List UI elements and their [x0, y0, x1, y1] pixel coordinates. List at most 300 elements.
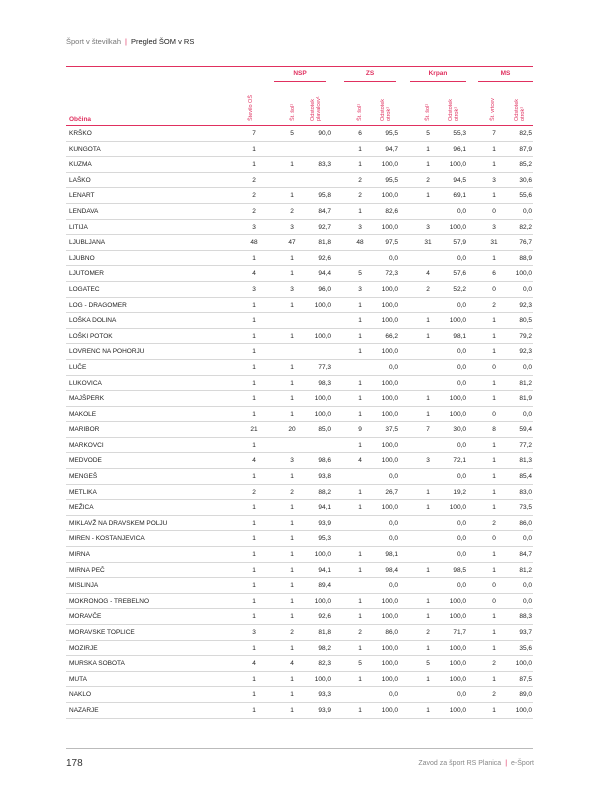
- cell-zs-odstotek: 98,4: [385, 566, 398, 574]
- table-row: [66, 547, 533, 563]
- cell-zs-odstotek: 0,0: [388, 535, 398, 543]
- cell-zs-odstotek: 0,0: [388, 582, 398, 590]
- table-row: [66, 609, 533, 625]
- group-underline-krpan: [410, 81, 466, 82]
- cell-zs-odstotek: 37,5: [385, 426, 398, 434]
- cell-krpan-st-sol: 1: [426, 192, 430, 200]
- cell-zs-st-sol: 1: [358, 348, 362, 356]
- cell-zs-st-sol: 1: [358, 551, 362, 559]
- cell-nsp-odstotek: 100,0: [314, 675, 331, 683]
- cell-krpan-odstotek: 100,0: [449, 644, 466, 652]
- cell-ms-odstotek: 0,0: [522, 597, 532, 605]
- cell-ms-st-vrtcev: 1: [492, 706, 496, 714]
- cell-krpan-odstotek: 0,0: [456, 441, 466, 449]
- cell-nsp-odstotek: 90,0: [318, 130, 331, 137]
- cell-nsp-odstotek: 95,8: [318, 192, 331, 200]
- cell-stevilo-os: 3: [252, 629, 256, 636]
- table-row: [66, 422, 533, 438]
- cell-ms-st-vrtcev: 1: [492, 332, 496, 340]
- cell-obcina: LITIJA: [69, 223, 88, 231]
- cell-krpan-odstotek: 0,0: [456, 519, 466, 527]
- cell-stevilo-os: 1: [252, 145, 256, 153]
- cell-obcina: LENDAVA: [69, 207, 99, 215]
- cell-stevilo-os: 1: [252, 473, 256, 481]
- cell-obcina: MISLINJA: [69, 582, 99, 590]
- header-document: Pregled ŠOM v RS: [130, 37, 195, 46]
- cell-zs-odstotek: 94,7: [385, 145, 398, 153]
- cell-ms-odstotek: 76,7: [519, 239, 532, 247]
- cell-krpan-odstotek: 100,0: [449, 410, 466, 418]
- cell-obcina: LJUBNO: [69, 254, 95, 262]
- cell-krpan-st-sol: 2: [426, 629, 430, 636]
- cell-ms-odstotek: 30,6: [519, 176, 532, 184]
- cell-ms-st-vrtcev: 31: [490, 239, 498, 247]
- cell-stevilo-os: 21: [250, 426, 258, 434]
- cell-ms-st-vrtcev: 2: [492, 301, 496, 309]
- cell-stevilo-os: 1: [252, 551, 256, 559]
- cell-zs-odstotek: 100,0: [381, 644, 398, 652]
- cell-nsp-st-sol: 1: [290, 161, 294, 169]
- cell-krpan-odstotek: 100,0: [449, 395, 466, 403]
- header-nsp-st-sol: Št. šol¹: [290, 103, 296, 121]
- cell-stevilo-os: 2: [252, 176, 256, 184]
- header-krpan-odstotek: Odstotek otrok¹: [448, 98, 460, 121]
- header-ms-odstotek: Odstotek otrok¹: [514, 98, 526, 121]
- cell-ms-st-vrtcev: 1: [492, 566, 496, 574]
- cell-krpan-st-sol: 1: [426, 395, 430, 403]
- cell-ms-odstotek: 89,0: [519, 691, 532, 699]
- cell-stevilo-os: 1: [252, 706, 256, 714]
- cell-ms-st-vrtcev: 0: [492, 535, 496, 543]
- cell-ms-odstotek: 35,6: [519, 644, 532, 652]
- table-row: [66, 656, 533, 672]
- cell-ms-odstotek: 86,0: [519, 519, 532, 527]
- cell-stevilo-os: 4: [252, 457, 256, 465]
- cell-nsp-st-sol: 2: [290, 207, 294, 215]
- cell-nsp-odstotek: 93,8: [318, 473, 331, 481]
- cell-obcina: MEDVODE: [69, 457, 102, 465]
- cell-nsp-st-sol: 1: [290, 192, 294, 200]
- cell-stevilo-os: 1: [252, 644, 256, 652]
- header-nsp-odstotek: Odstotek plavalcev¹: [310, 96, 322, 121]
- cell-zs-odstotek: 26,7: [385, 488, 398, 496]
- running-header: [66, 37, 194, 46]
- cell-ms-odstotek: 87,9: [519, 145, 532, 153]
- cell-zs-odstotek: 100,0: [381, 706, 398, 714]
- cell-zs-odstotek: 0,0: [388, 473, 398, 481]
- cell-nsp-odstotek: 88,2: [318, 488, 331, 496]
- cell-obcina: MEŽICA: [69, 504, 94, 512]
- cell-stevilo-os: 1: [252, 317, 256, 325]
- cell-nsp-st-sol: 1: [290, 691, 294, 699]
- table-row: [66, 360, 533, 376]
- cell-zs-st-sol: 1: [358, 488, 362, 496]
- table-row: [66, 126, 533, 142]
- cell-krpan-st-sol: 4: [426, 270, 430, 278]
- header-ms-st-vrtcev: Št. vrtcev: [490, 98, 496, 121]
- cell-ms-odstotek: 87,5: [519, 675, 532, 683]
- cell-nsp-odstotek: 100,0: [314, 551, 331, 559]
- cell-ms-st-vrtcev: 0: [492, 410, 496, 418]
- cell-zs-odstotek: 100,0: [381, 597, 398, 605]
- cell-zs-odstotek: 95,5: [385, 130, 398, 137]
- table-row: [66, 438, 533, 454]
- cell-ms-odstotek: 100,0: [515, 660, 532, 668]
- cell-zs-st-sol: 1: [358, 504, 362, 512]
- cell-nsp-st-sol: 1: [290, 410, 294, 418]
- cell-nsp-st-sol: 3: [290, 457, 294, 465]
- cell-zs-st-sol: 4: [358, 457, 362, 465]
- cell-nsp-odstotek: 93,9: [318, 706, 331, 714]
- cell-obcina: KRŠKO: [69, 130, 92, 137]
- cell-nsp-st-sol: 1: [290, 395, 294, 403]
- table-row: [66, 500, 533, 516]
- cell-ms-odstotek: 85,4: [519, 473, 532, 481]
- cell-nsp-st-sol: 1: [290, 566, 294, 574]
- cell-zs-odstotek: 100,0: [381, 660, 398, 668]
- cell-ms-st-vrtcev: 1: [492, 161, 496, 169]
- cell-obcina: MOKRONOG - TREBELNO: [69, 597, 150, 605]
- cell-zs-st-sol: 1: [358, 301, 362, 309]
- table-row: [66, 625, 533, 641]
- cell-stevilo-os: 1: [252, 348, 256, 356]
- cell-stevilo-os: 7: [252, 130, 256, 137]
- cell-krpan-odstotek: 19,2: [453, 488, 466, 496]
- cell-zs-st-sol: 2: [358, 629, 362, 636]
- cell-ms-odstotek: 81,3: [519, 457, 532, 465]
- cell-stevilo-os: 1: [252, 441, 256, 449]
- cell-krpan-st-sol: 2: [426, 285, 430, 293]
- cell-krpan-st-sol: 1: [426, 675, 430, 683]
- cell-stevilo-os: 1: [252, 535, 256, 543]
- cell-stevilo-os: 1: [252, 675, 256, 683]
- cell-ms-st-vrtcev: 1: [492, 379, 496, 387]
- cell-krpan-odstotek: 55,3: [453, 130, 466, 137]
- table-row: [66, 485, 533, 501]
- table-row: [66, 220, 533, 236]
- cell-nsp-st-sol: 1: [290, 504, 294, 512]
- cell-obcina: METLIKA: [69, 488, 97, 496]
- cell-stevilo-os: 1: [252, 519, 256, 527]
- cell-zs-odstotek: 0,0: [388, 254, 398, 262]
- cell-zs-odstotek: 72,3: [385, 270, 398, 278]
- cell-zs-st-sol: 1: [358, 379, 362, 387]
- table-row: [66, 313, 533, 329]
- cell-krpan-odstotek: 57,6: [453, 270, 466, 278]
- cell-stevilo-os: 1: [252, 379, 256, 387]
- cell-zs-st-sol: 1: [358, 145, 362, 153]
- cell-nsp-st-sol: 1: [290, 301, 294, 309]
- cell-nsp-st-sol: 3: [290, 223, 294, 231]
- cell-nsp-odstotek: 100,0: [314, 301, 331, 309]
- cell-obcina: LUKOVICA: [69, 379, 102, 387]
- cell-nsp-odstotek: 89,4: [318, 582, 331, 590]
- cell-zs-odstotek: 100,0: [381, 192, 398, 200]
- cell-obcina: MIKLAVŽ NA DRAVSKEM POLJU: [69, 519, 168, 527]
- cell-stevilo-os: 1: [252, 301, 256, 309]
- table-row: [66, 376, 533, 392]
- cell-ms-st-vrtcev: 1: [492, 629, 496, 636]
- group-header-nsp: NSP: [293, 70, 307, 77]
- cell-ms-st-vrtcev: 6: [492, 270, 496, 278]
- header-separator: |: [125, 37, 127, 46]
- cell-obcina: LOŠKA DOLINA: [69, 317, 117, 325]
- table-row: [66, 298, 533, 314]
- cell-nsp-st-sol: 1: [290, 675, 294, 683]
- cell-zs-st-sol: 5: [358, 660, 362, 668]
- cell-ms-odstotek: 73,5: [519, 504, 532, 512]
- cell-obcina: LJUBLJANA: [69, 239, 106, 247]
- cell-stevilo-os: 1: [252, 613, 256, 621]
- footer-credit: [418, 760, 534, 767]
- cell-ms-st-vrtcev: 1: [492, 644, 496, 652]
- cell-obcina: MARIBOR: [69, 426, 100, 434]
- cell-zs-odstotek: 97,5: [385, 239, 398, 247]
- cell-krpan-st-sol: 1: [426, 613, 430, 621]
- table-row: [66, 672, 533, 688]
- cell-stevilo-os: 2: [252, 488, 256, 496]
- cell-nsp-st-sol: 1: [290, 597, 294, 605]
- cell-ms-odstotek: 0,0: [522, 535, 532, 543]
- cell-nsp-st-sol: 1: [290, 363, 294, 371]
- table-row: [66, 282, 533, 298]
- cell-ms-st-vrtcev: 0: [492, 582, 496, 590]
- table-row: [66, 407, 533, 423]
- cell-nsp-odstotek: 92,6: [318, 613, 331, 621]
- table-row: [66, 531, 533, 547]
- table-row: [66, 453, 533, 469]
- cell-ms-odstotek: 80,5: [519, 317, 532, 325]
- cell-krpan-st-sol: 1: [426, 566, 430, 574]
- cell-stevilo-os: 1: [252, 254, 256, 262]
- cell-krpan-odstotek: 72,1: [453, 457, 466, 465]
- table-row: [66, 142, 533, 158]
- cell-krpan-st-sol: 1: [426, 145, 430, 153]
- cell-nsp-odstotek: 93,3: [318, 691, 331, 699]
- cell-stevilo-os: 2: [252, 207, 256, 215]
- cell-ms-st-vrtcev: 1: [492, 348, 496, 356]
- cell-stevilo-os: 1: [252, 504, 256, 512]
- cell-nsp-odstotek: 84,7: [318, 207, 331, 215]
- cell-obcina: MAKOLE: [69, 410, 97, 418]
- cell-nsp-st-sol: 5: [290, 130, 294, 137]
- cell-ms-st-vrtcev: 2: [492, 519, 496, 527]
- cell-zs-st-sol: 48: [356, 239, 364, 247]
- cell-krpan-st-sol: 2: [426, 176, 430, 184]
- cell-krpan-st-sol: 1: [426, 410, 430, 418]
- cell-zs-odstotek: 100,0: [381, 161, 398, 169]
- table-row: [66, 578, 533, 594]
- cell-krpan-st-sol: 3: [426, 223, 430, 231]
- cell-obcina: NAZARJE: [69, 706, 99, 714]
- cell-krpan-odstotek: 100,0: [449, 317, 466, 325]
- cell-obcina: MENGEŠ: [69, 473, 98, 481]
- cell-ms-st-vrtcev: 1: [492, 192, 496, 200]
- cell-nsp-st-sol: 1: [290, 551, 294, 559]
- cell-nsp-odstotek: 100,0: [314, 410, 331, 418]
- cell-obcina: MAJŠPERK: [69, 395, 105, 403]
- cell-krpan-odstotek: 0,0: [456, 582, 466, 590]
- cell-krpan-st-sol: 1: [426, 488, 430, 496]
- cell-krpan-odstotek: 96,1: [453, 145, 466, 153]
- cell-nsp-st-sol: 1: [290, 613, 294, 621]
- cell-obcina: LOVRENC NA POHORJU: [69, 348, 145, 356]
- cell-zs-st-sol: 1: [358, 566, 362, 574]
- cell-nsp-st-sol: 1: [290, 519, 294, 527]
- cell-stevilo-os: 4: [252, 660, 256, 668]
- cell-nsp-odstotek: 98,2: [318, 644, 331, 652]
- cell-ms-st-vrtcev: 3: [492, 176, 496, 184]
- cell-krpan-odstotek: 98,5: [453, 566, 466, 574]
- cell-zs-odstotek: 66,2: [385, 332, 398, 340]
- cell-nsp-st-sol: 1: [290, 535, 294, 543]
- cell-obcina: LJUTOMER: [69, 270, 104, 278]
- cell-nsp-st-sol: 1: [290, 332, 294, 340]
- cell-zs-st-sol: 3: [358, 285, 362, 293]
- cell-krpan-odstotek: 100,0: [449, 660, 466, 668]
- cell-zs-odstotek: 95,5: [385, 176, 398, 184]
- table-row: [66, 516, 533, 532]
- cell-ms-odstotek: 77,2: [519, 441, 532, 449]
- cell-stevilo-os: 1: [252, 691, 256, 699]
- cell-obcina: LOG - DRAGOMER: [69, 301, 127, 309]
- cell-zs-odstotek: 82,6: [385, 207, 398, 215]
- cell-ms-odstotek: 82,2: [519, 223, 532, 231]
- cell-zs-st-sol: 2: [358, 192, 362, 200]
- cell-ms-odstotek: 88,9: [519, 254, 532, 262]
- cell-nsp-st-sol: 20: [288, 426, 296, 434]
- table-row: [66, 687, 533, 703]
- cell-ms-odstotek: 82,5: [519, 130, 532, 137]
- footer-separator: |: [505, 760, 508, 767]
- cell-krpan-odstotek: 57,9: [453, 239, 466, 247]
- cell-ms-odstotek: 0,0: [522, 207, 532, 215]
- cell-krpan-odstotek: 0,0: [456, 207, 466, 215]
- cell-krpan-odstotek: 30,0: [453, 426, 466, 434]
- cell-stevilo-os: 1: [252, 395, 256, 403]
- cell-krpan-st-sol: 1: [426, 161, 430, 169]
- cell-ms-st-vrtcev: 8: [492, 426, 496, 434]
- cell-zs-odstotek: 100,0: [381, 675, 398, 683]
- cell-nsp-odstotek: 100,0: [314, 395, 331, 403]
- cell-zs-st-sol: 1: [358, 161, 362, 169]
- cell-nsp-st-sol: 1: [290, 254, 294, 262]
- cell-zs-odstotek: 100,0: [381, 441, 398, 449]
- cell-zs-odstotek: 0,0: [388, 691, 398, 699]
- cell-zs-odstotek: 0,0: [388, 519, 398, 527]
- cell-obcina: LOŠKI POTOK: [69, 332, 113, 340]
- cell-krpan-odstotek: 100,0: [449, 613, 466, 621]
- cell-ms-st-vrtcev: 1: [492, 504, 496, 512]
- cell-ms-odstotek: 0,0: [522, 363, 532, 371]
- cell-stevilo-os: 1: [252, 161, 256, 169]
- cell-ms-st-vrtcev: 1: [492, 551, 496, 559]
- cell-zs-odstotek: 100,0: [381, 317, 398, 325]
- cell-obcina: NAKLO: [69, 691, 92, 699]
- cell-obcina: MARKOVCI: [69, 441, 104, 449]
- cell-stevilo-os: 4: [252, 270, 256, 278]
- cell-ms-odstotek: 81,2: [519, 566, 532, 574]
- cell-ms-st-vrtcev: 0: [492, 285, 496, 293]
- cell-nsp-odstotek: 81,8: [318, 239, 331, 247]
- cell-ms-st-vrtcev: 2: [492, 691, 496, 699]
- group-underline-ms: [478, 81, 533, 82]
- cell-krpan-st-sol: 1: [426, 504, 430, 512]
- header-stevilo-os: Število OŠ: [248, 95, 254, 121]
- cell-stevilo-os: 3: [252, 285, 256, 293]
- cell-ms-odstotek: 79,2: [519, 332, 532, 340]
- cell-nsp-odstotek: 98,6: [318, 457, 331, 465]
- cell-krpan-odstotek: 0,0: [456, 348, 466, 356]
- cell-ms-odstotek: 0,0: [522, 582, 532, 590]
- cell-ms-odstotek: 81,2: [519, 379, 532, 387]
- cell-nsp-odstotek: 83,3: [318, 161, 331, 169]
- cell-zs-odstotek: 98,1: [385, 551, 398, 559]
- cell-krpan-odstotek: 0,0: [456, 301, 466, 309]
- cell-krpan-odstotek: 0,0: [456, 363, 466, 371]
- cell-obcina: KUZMA: [69, 161, 92, 169]
- cell-krpan-st-sol: 5: [426, 130, 430, 137]
- cell-ms-odstotek: 100,0: [515, 706, 532, 714]
- cell-stevilo-os: 1: [252, 363, 256, 371]
- cell-obcina: LUČE: [69, 363, 87, 371]
- cell-krpan-st-sol: 1: [426, 317, 430, 325]
- cell-zs-odstotek: 100,0: [381, 504, 398, 512]
- table-row: [66, 469, 533, 485]
- cell-zs-st-sol: 1: [358, 675, 362, 683]
- group-header-zs: ZS: [365, 70, 375, 77]
- cell-obcina: LAŠKO: [69, 176, 91, 184]
- cell-krpan-odstotek: 98,1: [453, 332, 466, 340]
- cell-zs-st-sol: 2: [358, 176, 362, 184]
- header-krpan-st-sol: Št. šol¹: [425, 103, 431, 121]
- table-row: [66, 391, 533, 407]
- table-row: [66, 266, 533, 282]
- group-header-krpan: Krpan: [428, 70, 448, 77]
- cell-ms-odstotek: 0,0: [522, 410, 532, 418]
- cell-zs-st-sol: 3: [358, 223, 362, 231]
- table-row: [66, 703, 533, 719]
- cell-ms-odstotek: 81,9: [519, 395, 532, 403]
- cell-nsp-odstotek: 92,7: [318, 223, 331, 231]
- cell-nsp-odstotek: 81,8: [318, 629, 331, 636]
- cell-zs-odstotek: 100,0: [381, 395, 398, 403]
- cell-zs-odstotek: 100,0: [381, 457, 398, 465]
- cell-zs-st-sol: 1: [358, 207, 362, 215]
- cell-nsp-odstotek: 82,3: [318, 660, 331, 668]
- cell-stevilo-os: 1: [252, 582, 256, 590]
- cell-nsp-st-sol: 1: [290, 379, 294, 387]
- cell-zs-odstotek: 100,0: [381, 223, 398, 231]
- cell-ms-st-vrtcev: 0: [492, 207, 496, 215]
- cell-ms-odstotek: 83,0: [519, 488, 532, 496]
- cell-ms-st-vrtcev: 1: [492, 613, 496, 621]
- cell-zs-st-sol: 1: [358, 597, 362, 605]
- cell-stevilo-os: 3: [252, 223, 256, 231]
- header-zs-st-sol: Št. šol¹: [357, 103, 363, 121]
- group-header-ms: MS: [500, 70, 511, 77]
- cell-nsp-st-sol: 1: [290, 582, 294, 590]
- group-underline-nsp: [274, 81, 326, 82]
- cell-nsp-st-sol: 3: [290, 285, 294, 293]
- cell-krpan-st-sol: 1: [426, 332, 430, 340]
- table-row: [66, 188, 533, 204]
- cell-ms-st-vrtcev: 1: [492, 441, 496, 449]
- cell-ms-st-vrtcev: 1: [492, 473, 496, 481]
- cell-ms-odstotek: 55,6: [519, 192, 532, 200]
- cell-ms-st-vrtcev: 3: [492, 223, 496, 231]
- cell-nsp-odstotek: 85,0: [318, 426, 331, 434]
